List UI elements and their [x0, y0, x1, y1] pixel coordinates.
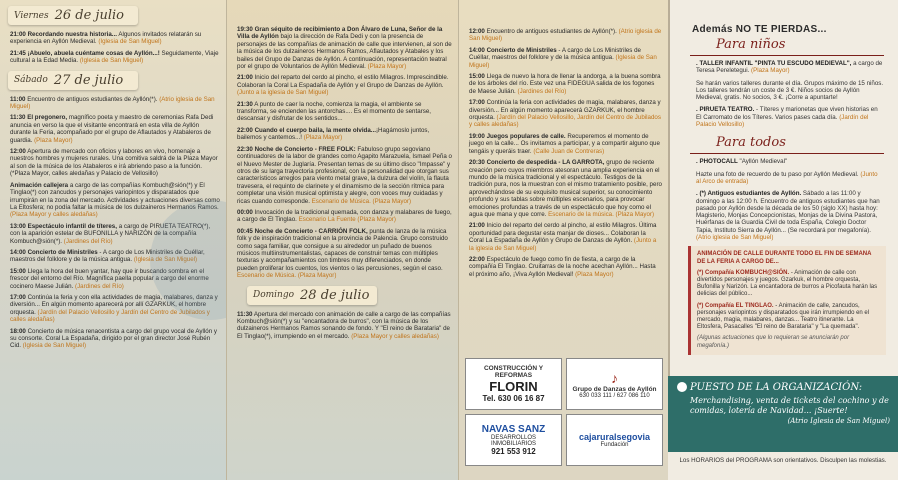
event-text: A punto de caer la noche, comienza la magia, el ambiente se transforma, se encienden las antorchas.... Es el momento de sentarse, descansar y disfrutar de los sentidos... [237, 100, 431, 123]
logo-danzas-name: Grupo de Danzas de Ayllón [572, 385, 657, 393]
event-title: Concierto de despedida - LA GARROTA, [486, 159, 605, 167]
event-text: - A cargo de Los Ministriles de Cuéllar, maestros del folklore y de la música antigua. [469, 46, 641, 62]
event-place: (Calle Juan de Contreras) [533, 147, 605, 155]
event-text: ¡Hagámoslo juntos, bailemos y cantemos...! [237, 126, 430, 142]
event-time: 18:00 [10, 327, 26, 335]
event-title: Animación callejera [10, 181, 69, 189]
event-time: 21:30 [237, 100, 253, 108]
event-time: 22:30 [237, 145, 253, 153]
event-place: (Iglesia de San Miguel) [133, 256, 198, 264]
event-time: 21:00 [469, 222, 485, 230]
event-item [227, 26, 458, 70]
event-text: Apertura de mercado con oficios y labores en vivo, homenaje a nuestros hombres y mujeres rurales. Una comitiva saldrá de la Plaza Mayor al son de la música de los Atabaleros e irá abriendo paso a la función. (*Plaza Mayor, calles aledañas y Palacio de Vellosillo) [10, 148, 218, 178]
day-name: Viernes [14, 10, 49, 21]
event-item [227, 209, 458, 224]
event-time: 12:00 [10, 148, 26, 156]
info-item [697, 270, 880, 299]
event-time: 15:00 [469, 73, 485, 81]
event-text: Inicio del reparto del cerdo al pincho, el estilo Milagros. Imprescindible. Colaboran la Coral La Espadaña de Ayllón y el Grupo de Danzas de Ayllón. [237, 74, 449, 89]
day-header-friday [8, 6, 138, 25]
event-time: 20:30 [469, 159, 485, 167]
event-time: 11:30 [237, 310, 253, 318]
street-animation-box [688, 246, 886, 354]
event-place: (Plaza Mayor) [303, 134, 343, 142]
event-place: (Jardines del Río) [75, 282, 124, 290]
schedule-note: Los HORARIOS del PROGRAMA son orientativos. Disculpen las molestias. [668, 452, 898, 480]
event-item [227, 127, 458, 142]
logo-florin-name: FLORIN [489, 379, 538, 394]
info-place: (Junto al Arco de entrada) [696, 170, 878, 185]
event-place: (Iglesia de San Miguel) [98, 38, 162, 46]
event-item [227, 101, 458, 123]
event-time: 00:45 [237, 227, 253, 235]
logo-caja-sub: Fundación [600, 442, 629, 448]
event-text: Llega de nuevo la hora de llenar la andorga, a la buena sombra de los árboles del río. Este vez una FIDEGUA salida de los fogones de Maese Julián. [469, 73, 661, 95]
event-place: (Plaza Mayor y calles aledañas) [10, 211, 98, 219]
info-text: Sábado a las 11:00 y domingo a las 12:00 h. Encuentro de antiguos estudiantes que han pasado por Ayllón desde la década de los 50 (siglo XX) hasta hoy: Magisterio, Monjas Concepcionistas, Monjas de la Divina Pastora, Huérfanas de la Guardia Civil de toda España, Colegio Doctor Tapia, Instituto Sierra de Ayllón... (Se recordará por megafonía). [696, 190, 880, 234]
organization-stand [668, 376, 898, 452]
day-header-saturday [8, 71, 138, 90]
event-place: (Junto a la iglesia de San Miguel) [469, 237, 657, 252]
event-time: 19:30 [237, 26, 253, 33]
event-item [0, 328, 226, 350]
event-time: 19:00 [469, 132, 485, 140]
info-item [697, 303, 880, 332]
event-text: Continúa la feria con actividades de magia, malabares, danza y diversión... En algún momento aparecerá GZARKUK, el hombre orquesta. [469, 99, 661, 122]
event-place: (Iglesia de San Miguel) [469, 54, 657, 69]
event-place: (Iglesia de San Miguel) [22, 342, 87, 350]
info-item [670, 106, 898, 128]
info-place: (Jardín del Palacio Vellosillo) [696, 113, 869, 129]
event-time: 21:00 [237, 74, 253, 82]
info-title: (*) Compañía EL TINGLAO. [697, 302, 774, 309]
event-time: 13:00 [10, 222, 26, 230]
info-title: (*) Compañía KOMBUCH@SIÓN. [697, 269, 790, 276]
box-items [697, 270, 880, 332]
day-header-sunday [247, 286, 377, 305]
event-text: - A cargo de Los Ministriles de Cuéllar, maestros del folklore y de la música antigua. [10, 248, 205, 264]
info-text: - Títeres y marionetas que viven historias en El Carromato de los Títeres. Varios pases cada día. [696, 106, 878, 121]
info-text: - Animación de calle con divertidos personajes y juegos. Gzarkuk, el hombre orquesta, Bufonilla y Narizón. La encantadora de burros a Picofauta harán las delicias del público... [697, 269, 878, 298]
logo-navas-sub: DESARROLLOS INMOBILIARIOS [490, 435, 536, 447]
event-text: Algunos invitados relatarán su experiencia en Ayllón Medieval. [10, 31, 202, 46]
friday-events [0, 31, 226, 65]
logo-caja-name: cajaruralsegovia [578, 432, 651, 442]
logo-danzas-tel: 630 033 111 / 627 086 110 [579, 392, 650, 399]
event-item [0, 148, 226, 178]
event-place: Escenario de Música. (Plaza Mayor) [237, 272, 337, 280]
event-item [459, 28, 668, 43]
info-item [670, 158, 898, 165]
event-place: (Atrio iglesia de San Miguel) [469, 28, 662, 43]
day-name: Sábado [14, 75, 48, 86]
event-time: 17:00 [469, 99, 485, 107]
event-title: Concierto de Ministriles [27, 248, 98, 256]
info-title: . PHOTOCALL [696, 158, 738, 166]
day-date: 27 de julio [53, 72, 124, 88]
event-place: Escenario La Fuente (Plaza Mayor) [298, 216, 396, 224]
info-item [670, 80, 898, 102]
logo-florin-tel: Tel. 630 06 16 87 [482, 394, 545, 403]
info-title: . PIRUETA TEATRO. [696, 106, 755, 114]
info-text: Se harán varios talleres durante el día. Grupos máximo de 15 niños. Los talleres tendrán un coste de 3 €. Niños socios de Ayllón Medieval, gratis. No socios, 3 €. ¡Corre a apuntarte! [696, 79, 884, 102]
event-place: (Jardines del Río) [517, 87, 567, 95]
event-place: Escenario de la música. (Plaza Mayor) [548, 210, 655, 218]
event-item [0, 114, 226, 144]
event-time: 00:00 [237, 208, 253, 216]
event-title: ¡Abuelo, abuela cuéntame cosas de Ayllón...! [27, 49, 160, 57]
info-item [670, 60, 898, 75]
event-item [0, 50, 226, 65]
event-place: (Jardines del Río) [63, 237, 113, 245]
logo-florin [465, 358, 562, 410]
org-heading: PUESTO DE LA ORGANIZACIÓN: [690, 382, 863, 393]
info-text: - Animación de calle, zancudos, personajes variopintos y disparatados que irán irrumpiendo en el mercado, magia, malabares, danzas... Teatro itinerante. La Eltosfera, Pasacalles "El reino de Barataria" y "La quemada". [697, 302, 870, 331]
event-place: Escenario de Música. (Plaza Mayor) [311, 197, 412, 205]
logo-florin-top: CONSTRUCCIÓN Y REFORMAS [483, 365, 544, 379]
event-place: (Jardín del Palacio Vellosillo y Jardín del Centro de Jubilados y calles aledañas) [10, 308, 210, 324]
event-item [459, 133, 668, 155]
event-time: 17:00 [10, 293, 26, 301]
event-time: 22:00 [469, 255, 485, 263]
logo-caja [566, 414, 663, 466]
event-item [227, 146, 458, 205]
event-item [227, 74, 458, 96]
event-time: 12:00 [469, 28, 485, 35]
event-item [459, 47, 668, 69]
logo-navas-tel: 921 553 912 [491, 447, 536, 456]
panel-friday-saturday [0, 0, 226, 480]
event-text: a cargo de las compañías Kombuch@sión(*) y El Tinglao(*) con zancudos y personajes variopintos y disparatados que irrumpirán en la zona del mercado. Actividades y actuaciones diversas como La Eltosfera; no podía faltar la música de los dulzaineros Hermanos Ramos. [10, 181, 220, 211]
event-text: Espectáculo de fuego como fin de fiesta, a cargo de la compañía El Tinglao. Cruitarras de la noche acechan Ayllón... Hasta el próximo año, ¡Viva Ayllón Medieval! [469, 255, 656, 278]
kids-items [670, 60, 898, 128]
event-title: Recordando nuestra historia... [27, 31, 117, 38]
event-title: El pregonero, [27, 114, 68, 122]
event-title: Noche de Concierto - CARRIÓN FOLK, [254, 227, 368, 235]
event-item [0, 96, 226, 111]
panel-sunday [458, 0, 668, 480]
sponsor-logos [465, 358, 663, 466]
event-item [0, 31, 226, 46]
event-item [459, 159, 668, 218]
org-text: Merchandising, venta de tickets del cochino y de comidas, lotería de Navidad... ¡Suerte! [690, 396, 889, 415]
event-time: 11:00 [10, 95, 26, 103]
logo-navas [465, 414, 562, 466]
event-text: Continúa la feria y con ella actividades de magia, malabares, danza y diversión... En algún momento aparecerá por allí GZARKUK, el hombre orquesta. [10, 293, 218, 316]
event-item [459, 99, 668, 129]
event-place: (Atrio iglesia de San Miguel) [10, 95, 215, 111]
event-text: Seguidamente, Viaje cultural a la Edad Media. [10, 49, 219, 65]
event-time: 14:00 [10, 248, 26, 256]
event-item [459, 256, 668, 278]
event-text: Recuperemos el momento de juego en la calle... Os invitamos a participar, y a compartir alguno que tengáis y queráis traer. [469, 132, 660, 155]
event-place: (Plaza Mayor) [575, 270, 614, 278]
event-text: punta de lanza de la música folk y de inspiración tradicional en la provincia de Palencia. Grupo construido como saga familiar, que consigue a su alrededor un puñado de buenos músicos multiinstrumentalistas, capaces de construir temas con múltiples texturas y acompañamientos con timbres muy diferenciados, en donde pueden proliferar los cuentos, los vientos o las percusiones, según el caso. [237, 227, 448, 272]
event-place: (Junto a la iglesia de San Miguel) [237, 89, 329, 97]
event-text: Encuentro de antiguos estudiantes de Ayllón(*). [486, 28, 617, 35]
day-date: 28 de julio [300, 287, 370, 303]
saturday-evening-events [227, 26, 458, 280]
info-text: Hazte una foto de recuerdo de tu paso por Ayllón Medieval. [696, 170, 859, 178]
info-item [670, 190, 898, 241]
event-text: Invocación de la tradicional quemada, con danza y malabares de fuego, a cargo de El Tinglao. [237, 208, 452, 224]
event-place: (Iglesia de San Miguel) [79, 57, 144, 65]
kids-heading: Para niños [690, 35, 884, 56]
event-place: (Plaza Mayor) [34, 136, 73, 144]
org-place: (Atrio Iglesia de San Miguel) [787, 417, 890, 425]
info-text: "Ayllón Medieval" [737, 158, 788, 166]
info-place: (Plaza Mayor) [751, 67, 790, 75]
event-time: 21:45 [10, 49, 26, 57]
event-place: (Plaza Mayor y calles aledañas) [351, 332, 439, 340]
event-text: Apertura del mercado con animación de calle a cargo de las compañías Kombuch@sión(*) y su "encantadora de burros", con la música de los dulzaineros Hermanos Ramos sonando de fondo. Y "El reino de Barataria" de El Tinglao(*), irrumpiendo en el mercado. [237, 310, 451, 340]
sunday-morning-events [227, 311, 458, 341]
info-text: a cargo de Teresa Pereletegui. [696, 60, 883, 75]
event-text: Llega la hora del buen yantar, hay que ir buscando sombra en el frescor del entorno del Río. Magnífica paella popular a cargo del enorme cocinero Maese Julián. [10, 267, 209, 290]
event-time: 14:00 [469, 46, 485, 54]
dancer-icon: ♪ [611, 369, 618, 386]
all-heading: Para todos [690, 133, 884, 154]
event-text: Encuentro de antiguos estudiantes de Ayllón(*). [27, 95, 158, 103]
event-title: Cuando el cuerpo baila, la mente olvida... [254, 126, 376, 134]
box-heading: ANIMACIÓN DE CALLE DURANTE TODO EL FIN DE SEMANA DE LA FERIA A CARGO DE... [697, 251, 872, 265]
event-text: a cargo de PIRUETA TEATRO(*), con la aparición estelar de BUFONILLA y NARIZÓN de la compañía Kombuch@sión(*). [10, 222, 211, 245]
event-title: Gran séquito de recibimiento a Don Álvaro de Luna, Señor de la Villa de Ayllón [237, 26, 443, 41]
info-item [670, 171, 898, 186]
all-items [670, 158, 898, 241]
clock-icon [675, 380, 689, 394]
extras-title: Además NO TE PIERDAS... [692, 24, 827, 35]
event-text: magnífico poeta y maestro de ceremonias Rafa Dedi anuncia en verso la que el visitante encontrará en esta villa de Ayllón durante la Feria, acompañado por el grupo de Aflautados y Atabaleros de guardia. [10, 114, 214, 144]
event-item [227, 311, 458, 341]
logo-navas-name: NAVAS SANZ [481, 424, 546, 435]
event-time: 15:00 [10, 267, 26, 275]
event-time: 22:00 [237, 126, 253, 134]
event-item [227, 228, 458, 280]
info-title: . TALLER INFANTIL "PINTA TU ESCUDO MEDIEVAL", [696, 60, 852, 67]
event-place: (Plaza Mayor) [367, 63, 407, 71]
event-title: Noche de Concierto - FREE FOLK: [254, 145, 356, 153]
event-item [459, 73, 668, 95]
event-time: 21:00 [10, 31, 26, 38]
event-text: Concierto de música renacentista a cargo del grupo vocal de Ayllón y su consorte. Coral La Espadaña, dirigido por el gran director José Rubén Cid. [10, 327, 217, 350]
event-text: Inicio del reparto del cerdo al pincho, al estilo Milagros. Última oportunidad para degustar esta manjar de dioses... Colaboran la Coral La Espadaña de Ayllón y Grupo de Danzas de Ayllón. [469, 222, 657, 245]
event-text: Fabuloso grupo segoviano continuadores de la labor de grandes como Agapito Marazuela, Ismael Peña o el Nuevo Mester de Juglaría. Presentan temas de su último disco "Impasse" y otros de su larga trayectoria profesional, con la personalidad que otorgan sus característicos arreglos para viento metal grave, la dulzura del violín, la flauta travesera, el requinto de clarinete y el dinamismo de la sección rítmica para completar una visión musical optimista y alegre, con voces muy cuidadas y ricas cuando corresponde. [237, 145, 452, 205]
event-title: Espectáculo infantil de títeres, [27, 222, 117, 230]
day-date: 26 de julio [54, 8, 124, 23]
event-title: Concierto de Ministriles [486, 46, 557, 54]
event-text: grupo de reciente creación pero cuyos miembros atesoran una amplia experiencia en el mundo de la música tradicional y el espectáculo. Testigos de la tradición pura, nos la muestran con el mismo tratamiento posible, pero aprovechándose de su exquisito musical superior, su conocimiento profundo y sus tablas sobre múltiples escenarios, para provocar emociones profundas a través de un espectáculo que hoy como el agua que mana y que corre. [469, 159, 662, 218]
box-note: (Algunas actuaciones que lo requieran se anunciarán por megafonía.) [697, 335, 850, 349]
event-item [459, 222, 668, 252]
event-place: (Jardín del Palacio Vellosillo, Jardín del Centro de Jubilados y calles aledañas) [469, 114, 661, 129]
info-title: . (*) Antiguos estudiantes de Ayllón. [696, 190, 802, 198]
logo-danzas [566, 358, 663, 410]
panel-saturday-evening [226, 0, 458, 480]
event-text: bajo la dirección de Rafa Dedi y con la presencia de personajes de las compañías de animación de calle que intervienen, al son de la música de los dulzaineros Hermanos Ramos, Aflautados y Atabales y los bailes del Grupo de Danzas de Ayllón. A continuación, representación teatral por el grupo de Voluntarios de Ayllón Medieval. [237, 33, 452, 71]
day-name: Domingo [253, 290, 295, 301]
event-title: Juegos populares de calle. [486, 132, 566, 140]
info-place: (Atrio iglesia de San Miguel) [696, 234, 774, 242]
event-time: 11:30 [10, 114, 26, 122]
sunday-events [459, 28, 668, 278]
